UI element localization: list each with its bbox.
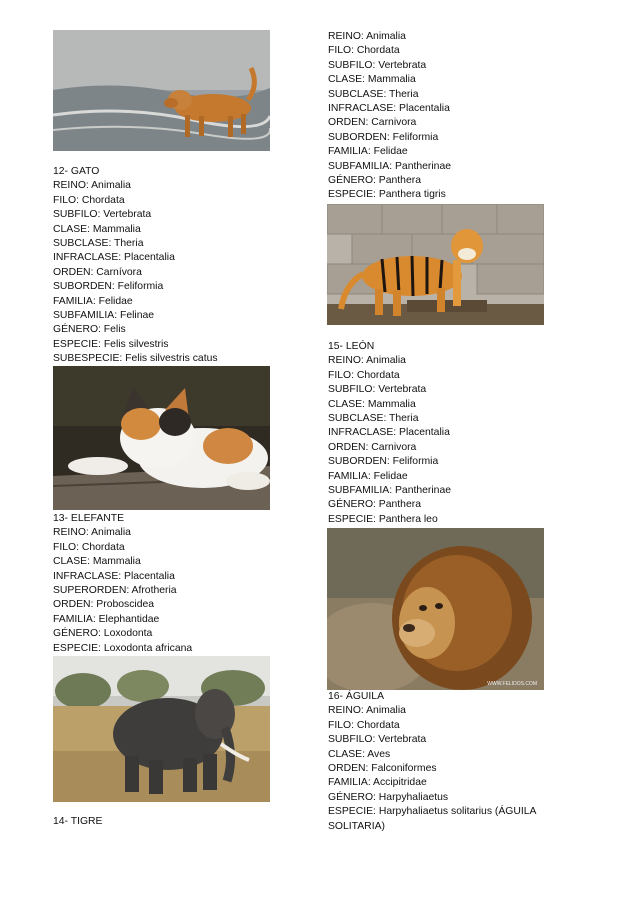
section-gato bbox=[53, 165, 313, 367]
section-elefante bbox=[53, 512, 313, 656]
taxon-line: INFRACLASE: Placentalia bbox=[53, 252, 175, 264]
taxon-line: ESPECIE: Loxodonta africana bbox=[53, 642, 193, 654]
taxon-line: FILO: Chordata bbox=[328, 45, 400, 57]
taxon-line: FILO: Chordata bbox=[53, 541, 125, 553]
section-title: 16- ÁGUILA bbox=[328, 691, 385, 702]
taxon-line: FILO: Chordata bbox=[53, 194, 125, 206]
taxon-line: REINO: Animalia bbox=[328, 355, 406, 367]
section-title: 14- TIGRE bbox=[53, 816, 103, 827]
taxon-line: CLASE: Mammalia bbox=[328, 398, 416, 410]
tiger-photo bbox=[327, 204, 544, 325]
dog-photo bbox=[53, 30, 270, 151]
taxon-line: CLASE: Mammalia bbox=[53, 223, 141, 235]
taxon-line: SUPERORDEN: Afrotheria bbox=[53, 585, 177, 597]
taxon-line: SUBCLASE: Theria bbox=[328, 413, 419, 425]
section-tigre bbox=[328, 30, 588, 203]
section-aguila bbox=[328, 690, 556, 834]
section-title: 13- ELEFANTE bbox=[53, 513, 125, 524]
taxon-line: ORDEN: Proboscidea bbox=[53, 599, 155, 611]
taxon-line: CLASE: Mammalia bbox=[53, 556, 141, 568]
photo-watermark: WWW.FELIDOS.COM bbox=[487, 681, 537, 687]
taxon-line: SUBORDEN: Feliformia bbox=[53, 281, 164, 293]
taxon-line: ESPECIE: Panthera leo bbox=[328, 513, 438, 525]
taxon-line: ESPECIE: Harpyhaliaetus solitarius (ÁGUILA SOLITARIA) bbox=[328, 806, 536, 832]
taxon-line: REINO: Animalia bbox=[53, 527, 131, 539]
taxon-line: SUBCLASE: Theria bbox=[53, 238, 144, 250]
taxon-line: GÉNERO: Loxodonta bbox=[53, 628, 153, 640]
section-tigre-title bbox=[53, 815, 313, 829]
section-title: 15- LEÓN bbox=[328, 341, 375, 352]
taxon-line: SUBFAMILIA: Pantherinae bbox=[328, 160, 452, 172]
taxon-line: SUBORDEN: Feliformia bbox=[328, 456, 439, 468]
taxon-line: REINO: Animalia bbox=[328, 31, 406, 42]
taxon-line: SUBFILO: Vertebrata bbox=[328, 384, 427, 396]
taxon-line: INFRACLASE: Placentalia bbox=[328, 103, 450, 115]
taxon-line: ORDEN: Carnívora bbox=[53, 266, 142, 278]
taxon-line: GÉNERO: Panthera bbox=[328, 499, 421, 511]
taxon-line: FILO: Chordata bbox=[328, 369, 400, 381]
taxon-line: CLASE: Mammalia bbox=[328, 74, 416, 86]
lion-photo bbox=[327, 528, 544, 690]
taxon-line: GÉNERO: Felis bbox=[53, 324, 126, 336]
taxon-line: SUBORDEN: Feliformia bbox=[328, 131, 439, 143]
taxon-line: REINO: Animalia bbox=[53, 180, 131, 192]
taxon-line: ESPECIE: Felis silvestris bbox=[53, 338, 169, 350]
cat-photo bbox=[53, 366, 270, 510]
taxon-line: GÉNERO: Harpyhaliaetus bbox=[328, 791, 449, 803]
taxon-line: FAMILIA: Felidae bbox=[328, 146, 408, 158]
taxon-line: REINO: Animalia bbox=[328, 705, 406, 717]
taxon-line: SUBESPECIE: Felis silvestris catus bbox=[53, 353, 218, 365]
taxon-line: ORDEN: Falconiformes bbox=[328, 763, 437, 775]
section-leon bbox=[328, 340, 588, 527]
taxon-line: ESPECIE: Panthera tigris bbox=[328, 189, 446, 201]
taxon-line: SUBCLASE: Theria bbox=[328, 88, 419, 100]
taxon-line: INFRACLASE: Placentalia bbox=[328, 427, 450, 439]
taxon-line: FAMILIA: Felidae bbox=[53, 295, 133, 307]
taxon-line: GÉNERO: Panthera bbox=[328, 175, 421, 187]
taxon-line: FILO: Chordata bbox=[328, 719, 400, 731]
taxon-line: FAMILIA: Accipitridae bbox=[328, 777, 427, 789]
elephant-photo bbox=[53, 656, 270, 802]
taxon-line: SUBFILO: Vertebrata bbox=[328, 59, 427, 71]
taxon-line: FAMILIA: Elephantidae bbox=[53, 613, 160, 625]
taxon-line: ORDEN: Carnivora bbox=[328, 441, 417, 453]
taxon-line: SUBFAMILIA: Pantherinae bbox=[328, 485, 452, 497]
taxon-line: SUBFILO: Vertebrata bbox=[53, 209, 152, 221]
taxon-line: INFRACLASE: Placentalia bbox=[53, 570, 175, 582]
taxon-line: SUBFAMILIA: Felinae bbox=[53, 310, 155, 322]
taxon-line: SUBFILO: Vertebrata bbox=[328, 734, 427, 746]
taxon-line: ORDEN: Carnivora bbox=[328, 117, 417, 129]
taxon-line: FAMILIA: Felidae bbox=[328, 470, 408, 482]
section-title: 12- GATO bbox=[53, 166, 100, 177]
taxon-line: CLASE: Aves bbox=[328, 748, 391, 760]
